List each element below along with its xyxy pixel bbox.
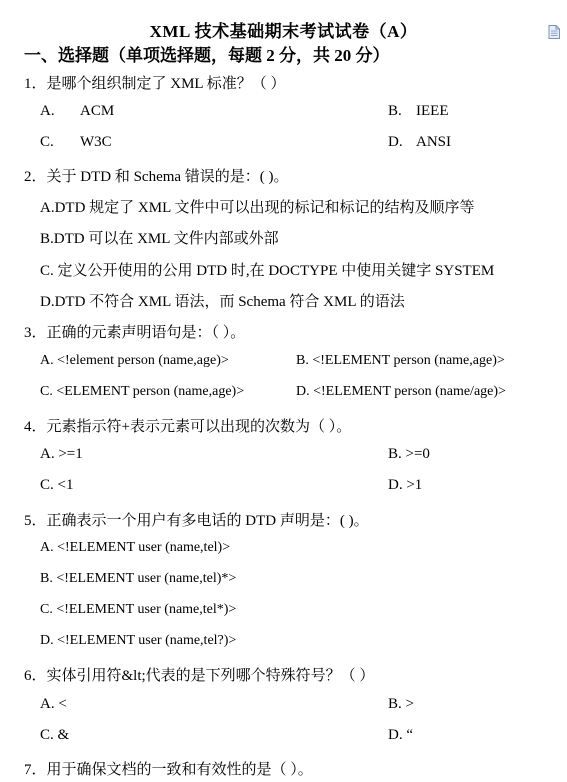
option-label: A. [40, 200, 55, 216]
option-text: DTD 不符合 XML 语法，而 Schema 符合 XML 的语法 [54, 294, 405, 310]
question-6-option-a [40, 696, 67, 713]
option-text: DTD 可以在 XML 文件内部或外部 [53, 231, 279, 247]
option-label: B. [40, 571, 53, 586]
option-label: D. [388, 477, 403, 493]
question-3-option-a [40, 353, 229, 369]
question-4-option-d [388, 477, 422, 494]
option-text: “ [406, 727, 414, 743]
option-label: D. [296, 384, 310, 399]
option-text: <ELEMENT person (name,age)> [56, 384, 245, 399]
question-5-option-c [40, 602, 236, 618]
option-text: ACM [80, 103, 115, 119]
document-title: XML 技术基础期末考试试卷（A） [149, 22, 418, 41]
question-6-option-c [40, 727, 69, 744]
option-label: D. [40, 633, 54, 648]
question-5-option-b [40, 571, 236, 587]
question-6: 6．实体引用符&lt;代表的是下列哪个特殊符号？（ ） [24, 668, 375, 684]
option-label: A. [40, 696, 55, 712]
section-heading: 一、选择题（单项选择题，每题 2 分，共 20 分） [24, 46, 390, 65]
question-2-option-d [40, 290, 405, 311]
question-1-option-d [388, 134, 451, 151]
option-text: ANSI [416, 134, 452, 150]
option-text: 定义公开使用的公用 DTD 时,在 DOCTYPE 中使用关键字 SYSTEM [57, 263, 495, 279]
option-label: C. [40, 602, 53, 617]
option-text: DTD 规定了 XML 文件中可以出现的标记和标记的结构及顺序等 [54, 200, 475, 216]
question-1-option-c [40, 134, 112, 151]
option-label: C. [40, 477, 54, 493]
option-text: <!ELEMENT user (name,tel*)> [56, 602, 237, 617]
option-label: A. [40, 446, 55, 462]
option-text: >=0 [405, 446, 430, 462]
option-text: IEEE [416, 103, 449, 119]
option-label: C. [40, 263, 54, 279]
question-2: 2．关于 DTD 和 Schema 错误的是：( )。 [24, 169, 289, 185]
option-label: C. [40, 727, 54, 743]
option-text: >1 [406, 477, 423, 493]
question-2-option-a [40, 196, 474, 217]
question-7: 7．用于确保文档的一致和有效性的是（ ）。 [24, 762, 313, 778]
question-3: 3．正确的元素声明语句是：（ ）。 [24, 325, 246, 341]
question-1: 1．是哪个组织制定了 XML 标准？（ ） [24, 76, 286, 92]
option-text: <!ELEMENT person (name/age)> [313, 384, 506, 399]
question-4-option-a [40, 446, 83, 463]
option-label: A. [40, 353, 54, 368]
option-label: D. [388, 727, 403, 743]
option-text: <!element person (name,age)> [57, 353, 229, 368]
option-text: <!ELEMENT user (name,tel)*> [56, 571, 237, 586]
option-label: B. [388, 696, 402, 712]
question-5: 5．正确表示一个用户有多电话的 DTD 声明是：( )。 [24, 513, 369, 529]
option-text: <!ELEMENT user (name,tel)> [57, 540, 231, 555]
option-text: >=1 [58, 446, 83, 462]
question-4: 4．元素指示符+表示元素可以出现的次数为（ ）。 [24, 419, 352, 435]
question-5-option-a [40, 540, 230, 556]
question-5-option-d [40, 633, 236, 649]
question-2-option-c [40, 259, 494, 280]
option-label: C. [40, 134, 54, 150]
question-1-option-b [388, 103, 448, 120]
question-4-option-c [40, 477, 73, 494]
option-label: B. [388, 446, 402, 462]
option-label: B. [296, 353, 309, 368]
option-label: D. [388, 134, 403, 150]
option-label: C. [40, 384, 53, 399]
question-3-option-b [296, 353, 505, 369]
option-label: A. [40, 103, 55, 119]
option-text: <!ELEMENT user (name,tel?)> [57, 633, 237, 648]
question-6-option-d [388, 727, 413, 744]
question-3-option-c [40, 384, 244, 400]
question-3-option-d [296, 384, 506, 400]
option-label: B. [40, 231, 54, 247]
option-text: W3C [80, 134, 112, 150]
option-text: & [57, 727, 70, 743]
question-1-option-a [40, 103, 114, 120]
option-text: > [405, 696, 414, 712]
option-label: D. [40, 294, 55, 310]
option-text: <1 [57, 477, 74, 493]
question-2-option-b [40, 227, 279, 248]
option-text: < [58, 696, 67, 712]
question-4-option-b [388, 446, 430, 463]
option-label: A. [40, 540, 54, 555]
option-text: <!ELEMENT person (name,age)> [312, 353, 505, 368]
question-6-option-b [388, 696, 414, 713]
option-label: B. [388, 103, 402, 119]
